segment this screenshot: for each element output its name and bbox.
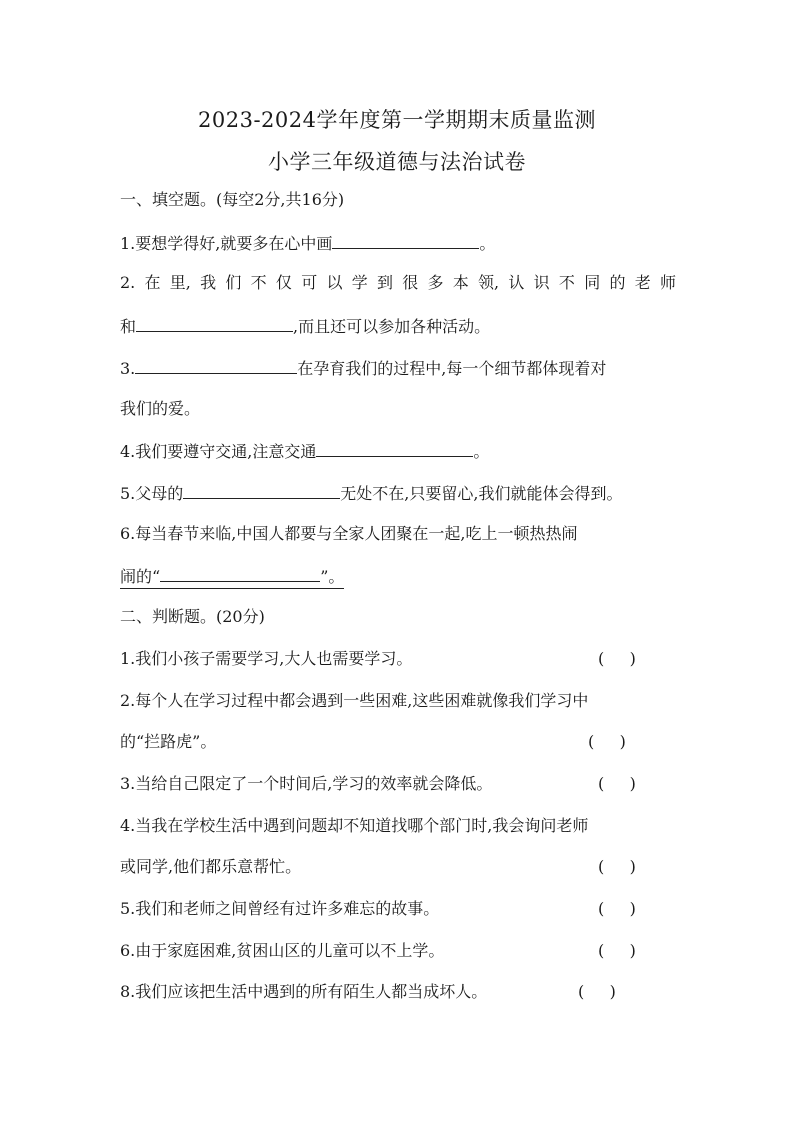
- question-text: 闹的“: [120, 567, 161, 586]
- question-6: 6.每当春节来临,中国人都要与全家人团聚在一起,吃上一顿热热闹: [120, 524, 578, 543]
- question-text: 1.要想学得好,就要多在心中画: [120, 234, 333, 253]
- question-2-char: 仅: [275, 273, 292, 292]
- question-2-char: 们: [225, 273, 242, 292]
- tf-item-4: 4.当我在学校生活中遇到问题却不知道找哪个部门时,我会询问老师: [120, 816, 589, 835]
- answer-parentheses[interactable]: ( ): [598, 899, 636, 918]
- question-1: [120, 231, 495, 255]
- question-2-char: 在: [144, 273, 161, 292]
- question-2-char: 不: [558, 273, 575, 292]
- answer-parentheses[interactable]: ( ): [598, 857, 636, 876]
- tf-item-5: 5.我们和老师之间曾经有过许多难忘的故事。: [120, 899, 440, 918]
- answer-parentheses[interactable]: ( ): [588, 732, 626, 751]
- answer-blank[interactable]: [136, 314, 293, 332]
- question-text: 无处不在,只要留心,我们就能体会得到。: [340, 484, 623, 503]
- tf-item-2: 2.每个人在学习过程中都会遇到一些困难,这些困难就像我们学习中: [120, 691, 589, 710]
- answer-blank[interactable]: [183, 481, 340, 499]
- question-2-char: 师: [659, 273, 676, 292]
- answer-parentheses[interactable]: ( ): [598, 941, 636, 960]
- tf-item-6: 6.由于家庭困难,贫困山区的儿童可以不上学。: [120, 941, 445, 960]
- question-3: [120, 356, 606, 380]
- question-4: [120, 439, 489, 463]
- answer-blank[interactable]: [160, 564, 320, 582]
- question-2-line-2: [120, 314, 490, 338]
- answer-parentheses[interactable]: ( ): [578, 982, 616, 1001]
- question-5: [120, 481, 622, 505]
- question-2-char: 的: [609, 273, 626, 292]
- exam-subtitle: 小学三年级道德与法治试卷: [268, 150, 526, 174]
- question-2-char: 可: [301, 273, 318, 292]
- tf-item-2-line-2: 的“拦路虎”。: [120, 732, 217, 751]
- question-2-line-1: [120, 272, 676, 294]
- question-2-char: 领,: [478, 273, 500, 292]
- tf-item-1: 1.我们小孩子需要学习,大人也需要学习。: [120, 649, 413, 668]
- answer-parentheses[interactable]: ( ): [598, 649, 636, 668]
- question-2-char: 认: [508, 273, 525, 292]
- question-text: 。: [473, 442, 490, 461]
- question-2-char: 学: [351, 273, 368, 292]
- question-text: ,而且还可以参加各种活动。: [293, 317, 491, 336]
- question-2-char: 我: [200, 273, 217, 292]
- question-2-char: 识: [533, 273, 550, 292]
- question-2-char: 以: [326, 273, 343, 292]
- answer-blank[interactable]: [135, 356, 297, 374]
- answer-blank[interactable]: [332, 231, 479, 249]
- question-2-char: 不: [250, 273, 267, 292]
- answer-blank[interactable]: [316, 439, 473, 457]
- question-2-char: 很: [402, 273, 419, 292]
- question-2-char: 里,: [169, 273, 191, 292]
- section-heading-fill-blank: 一、填空题。(每空2分,共16分): [120, 190, 345, 209]
- question-text: ”。: [320, 567, 345, 586]
- tf-item-4-line-2: 或同学,他们都乐意帮忙。: [120, 857, 302, 876]
- exam-title: 2023-2024学年度第一学期期末质量监测: [198, 108, 596, 132]
- question-2-char: 到: [376, 273, 393, 292]
- question-2-char: 2.: [120, 273, 136, 292]
- question-2-char: 多: [427, 273, 444, 292]
- section-heading-true-false: 二、判断题。(20分): [120, 607, 265, 626]
- answer-parentheses[interactable]: ( ): [598, 774, 636, 793]
- question-text: 5.父母的: [120, 484, 184, 503]
- question-text: 。: [479, 234, 496, 253]
- question-2-char: 老: [634, 273, 651, 292]
- question-3-line-2: 我们的爱。: [120, 399, 201, 418]
- question-6-line-2: [120, 564, 344, 589]
- question-text: 3.: [120, 359, 136, 378]
- question-text: 4.我们要遵守交通,注意交通: [120, 442, 317, 461]
- question-text: 在孕育我们的过程中,每一个细节都体现着对: [297, 359, 607, 378]
- question-2-char: 本: [452, 273, 469, 292]
- tf-item-3: 3.当给自己限定了一个时间后,学习的效率就会降低。: [120, 774, 493, 793]
- question-2-char: 同: [584, 273, 601, 292]
- question-text: 和: [120, 317, 137, 336]
- tf-item-8: 8.我们应该把生活中遇到的所有陌生人都当成坏人。: [120, 982, 488, 1001]
